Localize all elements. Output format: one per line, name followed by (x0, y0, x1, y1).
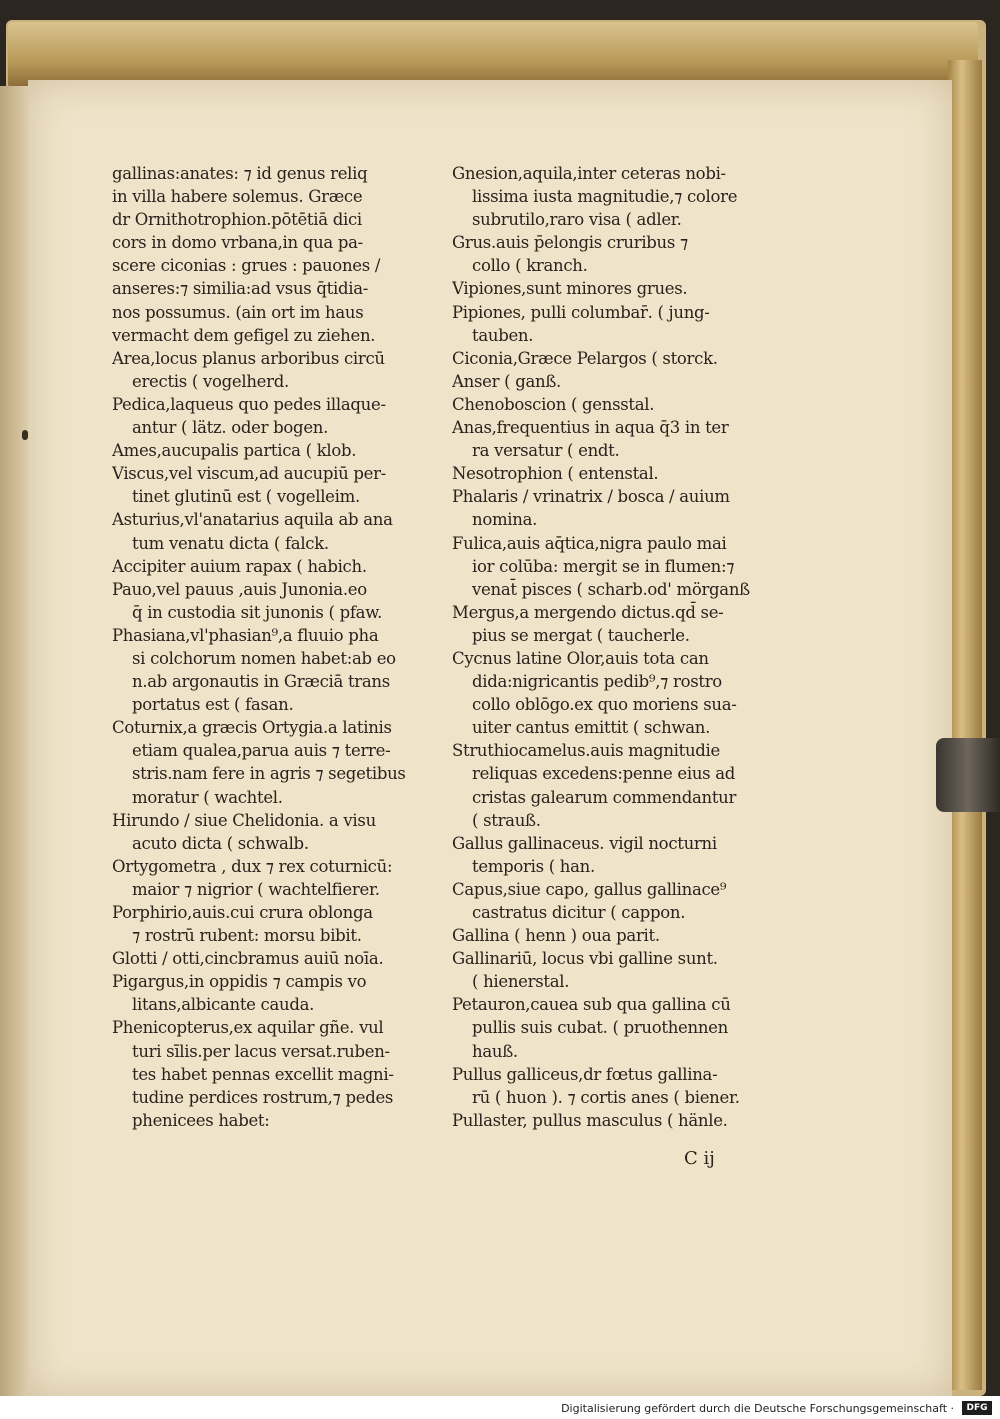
text-line: Gnesion,aquila,inter ceteras nobi- (452, 164, 726, 183)
funding-notice: Digitalisierung gefördert durch die Deutsche Forschungsgemeinschaft · (561, 1402, 954, 1415)
text-line: Gallinariū, locus vbi galline sunt. (452, 949, 718, 969)
text-line: Petauron,cauea sub qua gallina cū (452, 995, 731, 1015)
text-line: Glotti / otti,cincbramus auiū noīa. (112, 949, 384, 969)
text-line: Nesotrophion ( entenstal. (452, 464, 659, 484)
text-line: q̄ in custodia sit junonis ( pfaw. (132, 602, 383, 622)
text-line: Grus.auis p̄elongis cruribus ⁊ (452, 233, 688, 253)
text-line: erectis ( vogelherd. (132, 371, 289, 391)
text-line: venat̄ pisces ( scharb.od' mörganß (472, 579, 750, 599)
text-line: si colchorum nomen habet:ab eo (132, 648, 396, 668)
text-line: scere ciconias : grues : pauones / (112, 256, 381, 276)
text-line: Capus,siue capo, gallus gallinace⁹ (452, 879, 727, 899)
text-line: Phasiana,vl'phasian⁹,a fluuio pha (112, 625, 379, 645)
text-line: in villa habere solemus. Græce (112, 187, 363, 207)
text-line: Vipiones,sunt minores grues. (452, 279, 688, 299)
text-line: ( hienerstal. (472, 972, 570, 992)
text-line: Phenicopterus,ex aquilar gñe. vul (112, 1018, 384, 1038)
text-line: n.ab argonautis in Græciā trans (132, 672, 390, 692)
signature-mark: C ij (684, 1148, 715, 1169)
text-line: Mergus,a mergendo dictus.qd̄ se- (452, 602, 724, 622)
text-line: Pipiones, pulli columbar̄. ( jung- (452, 302, 710, 322)
text-line: dr Ornithotrophion.pōtētiā dici (112, 210, 362, 230)
page-clip (936, 738, 1000, 812)
text-line: stris.nam fere in agris ⁊ segetibus (132, 764, 406, 784)
text-line: tes habet pennas excellit magni- (132, 1064, 394, 1084)
text-line: tudine perdices rostrum,⁊ pedes (132, 1087, 394, 1107)
text-line: lissima iusta magnitudie,⁊ colore (472, 187, 738, 207)
text-line: temporis ( han. (472, 856, 595, 876)
text-line: portatus est ( fasan. (132, 695, 294, 715)
right-text-column (452, 162, 792, 1132)
text-line: Cycnus latine Olor,auis tota can (452, 648, 709, 668)
text-line: Porphirio,auis.cui crura oblonga (112, 903, 373, 922)
text-line: vermacht dem gefigel zu ziehen. (112, 325, 376, 345)
text-line: nos possumus. (ain ort im haus (112, 302, 364, 322)
text-line: Area,locus planus arboribus circū (112, 348, 385, 368)
text-line: Chenoboscion ( gensstal. (452, 394, 655, 414)
text-line: subrutilo,raro visa ( adler. (472, 210, 682, 230)
text-line: moratur ( wachtel. (132, 787, 283, 807)
text-line: rū ( huon ). ⁊ cortis anes ( biener. (472, 1087, 740, 1107)
text-line: Pauo,vel pauus ,auis Junonia.eo (112, 579, 367, 599)
text-line: Ames,aucupalis partica ( klob. (112, 441, 357, 461)
text-line: Fulica,auis aq̄tica,nigra paulo mai (452, 533, 727, 553)
text-line: Ciconia,Græce Pelargos ( storck. (452, 348, 718, 368)
text-line: dida:nigricantis pedib⁹,⁊ rostro (472, 672, 722, 692)
text-line: nomina. (472, 510, 538, 530)
text-line: Struthiocamelus.auis magnitudie (452, 741, 720, 761)
text-line: tauben. (472, 325, 534, 345)
text-line: Asturius,vl'anatarius aquila ab ana (112, 510, 393, 530)
text-line: ⁊ rostrū rubent: morsu bibit. (132, 926, 362, 946)
text-line: acuto dicta ( schwalb. (132, 833, 309, 853)
text-line: gallinas:anates: ⁊ id genus reliq (112, 164, 368, 183)
text-line: ra versatur ( endt. (472, 441, 620, 461)
text-line: Hirundo / siue Chelidonia. a visu (112, 810, 376, 830)
dfg-logo: DFG (962, 1401, 992, 1415)
text-line: uiter cantus emittit ( schwan. (472, 718, 711, 738)
text-line: Ortygometra , dux ⁊ rex coturnicū: (112, 856, 393, 876)
text-line: Coturnix,a græcis Ortygia.a latinis (112, 718, 392, 738)
text-line: Gallina ( henn ) oua parit. (452, 926, 660, 946)
text-line: Gallus gallinaceus. vigil nocturni (452, 833, 717, 853)
text-line: cristas galearum commendantur (472, 787, 737, 807)
text-line: pius se mergat ( taucherle. (472, 625, 690, 645)
text-line: collo oblōgo.ex quo moriens sua- (472, 695, 737, 715)
page-edge-right (948, 60, 982, 1390)
text-line: ( strauß. (472, 810, 541, 830)
left-text-column (112, 162, 442, 1132)
text-line: litans,albicante cauda. (132, 995, 315, 1015)
margin-mark (22, 430, 28, 440)
text-line: maior ⁊ nigrior ( wachtelfierer. (132, 879, 380, 899)
page-edge-top (8, 22, 978, 88)
text-line: Phalaris / vrinatrix / bosca / auium (452, 487, 730, 507)
text-line: anseres:⁊ similia:ad vsus q̄tidia- (112, 279, 369, 299)
text-line: phenicees habet: (132, 1110, 270, 1130)
text-line: Anser ( ganß. (452, 371, 561, 391)
text-line: pullis suis cubat. ( pruothennen (472, 1018, 728, 1038)
text-line: hauß. (472, 1041, 518, 1061)
text-line: Pigargus,in oppidis ⁊ campis vo (112, 972, 367, 992)
text-line: ior colūba: mergit se in flumen:⁊ (472, 556, 735, 576)
text-line: turi sīlis.per lacus versat.ruben- (132, 1041, 390, 1061)
text-line: Viscus,vel viscum,ad aucupiū per- (112, 464, 386, 484)
text-line: cors in domo vrbana,in qua pa- (112, 233, 363, 253)
text-line: etiam qualea,parua auis ⁊ terre- (132, 741, 391, 761)
text-line: tinet glutinū est ( vogelleim. (132, 487, 360, 507)
text-line: Accipiter auium rapax ( habich. (112, 556, 367, 576)
text-line: collo ( kranch. (472, 256, 588, 276)
text-line: Pedica,laqueus quo pedes illaque- (112, 394, 386, 414)
text-line: Pullaster, pullus masculus ( hänle. (452, 1110, 728, 1130)
text-line: antur ( lätz. oder bogen. (132, 418, 329, 438)
text-line: reliquas excedens:penne eius ad (472, 764, 736, 784)
text-line: castratus dicitur ( cappon. (472, 903, 686, 922)
text-line: tum venatu dicta ( falck. (132, 533, 329, 553)
text-line: Anas,frequentius in aqua q̄3 in ter (452, 418, 729, 438)
text-line: Pullus galliceus,dr fœtus gallina- (452, 1064, 718, 1084)
